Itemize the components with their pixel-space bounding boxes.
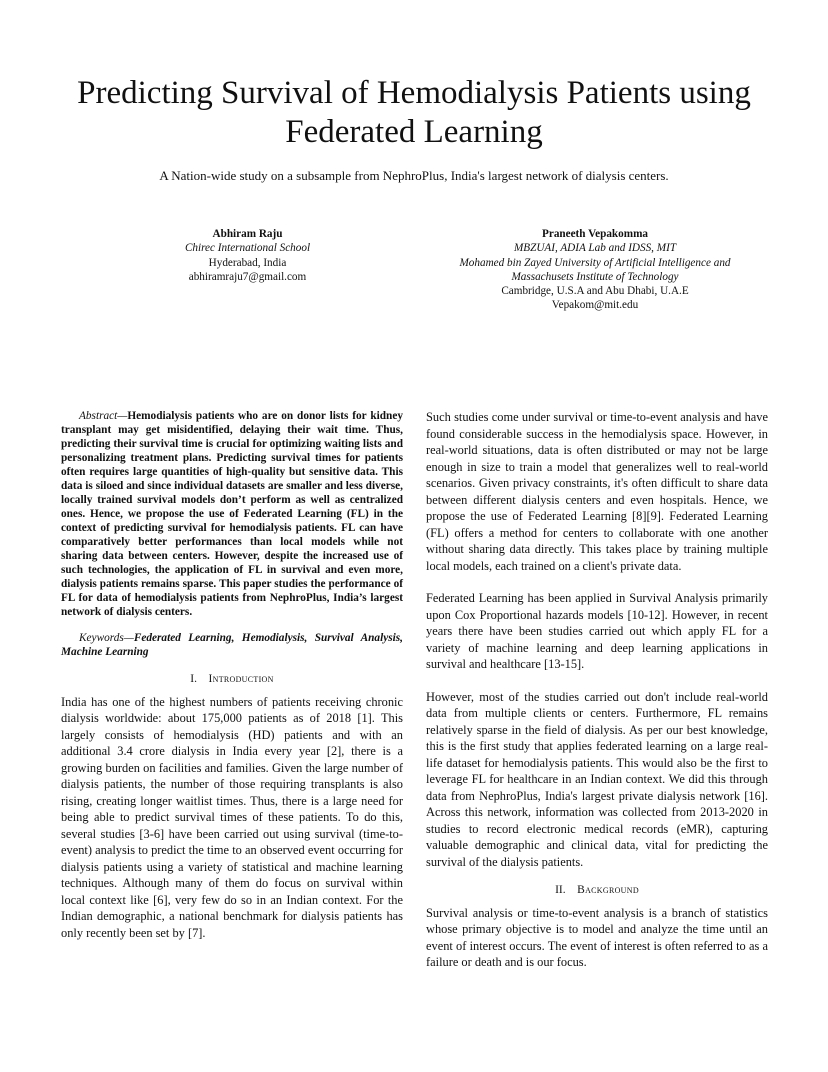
- author-affiliation: MBZUAI, ADIA Lab and IDSS, MIT: [513, 242, 677, 255]
- author-block-2: [430, 227, 760, 313]
- author-block-1: [120, 227, 375, 284]
- keywords-lead: Keywords—: [79, 632, 134, 644]
- background-paragraph: Survival analysis or time-to-event analysis is a branch of statistics whose primary objective is to model and analyze the time until an event of interest occurs. The event of interest is often referred to as a failure or death and is our focus.: [426, 905, 768, 969]
- author-affiliation: Massachusets Institute of Technology: [511, 270, 679, 283]
- right-column: [426, 409, 768, 971]
- abstract: [61, 409, 403, 619]
- intro-paragraph: India has one of the highest numbers of patients receiving chronic dialysis worldwide: about 175,000 patients as of 2018 [1]. This largely consists of hemodialysis (HD) patients and with an additional 3.4 crore dialysis in India every year [2], there is a growing burden on facilities and families. Given the large number of dialysis patients, the number of those requiring transplants is also rising, creating longer waitlist times. Thus, there is a large need for being able to predict survival times of these patients. To do this, several studies [3-6] have been carried out using survival (time-to-event) analysis to predict the time to an observed event occurring for dialysis patients using a variety of statistical and machine learning techniques. Although many of them do focus on survival within local context like [6], very few do so in an Indian context. For the Indian demographic, a national benchmark for dialysis patients has only recently been set by [7].: [61, 694, 403, 940]
- section-heading-background: [426, 882, 768, 899]
- abstract-text: Hemodialysis patients who are on donor lists for kidney transplant may get misidentified, delaying their wait time. Thus, predicting their survival time is crucial for optimizing waiting lists and personalizing treatment plans. Predicting survival times for patients often requires large quantities of high-quality but sensitive data. This data is siloed and since individual datasets are smaller and less diverse, locally trained survival models don’t perform as well as centralized ones. Hence, we propose the use of Federated Learning (FL) in the context of predicting survival for hemodialysis patients. FL can have comparatively better performances than local models while not sharing data between centers. However, despite the increased use of such technologies, the application of FL in survival and even more, dialysis patients remains sparse. This paper studies the performance of FL for data of hemodialysis patients from NephroPlus, India’s largest network of dialysis centers.: [61, 410, 403, 618]
- paper-subtitle: A Nation-wide study on a subsample from NephroPlus, India's largest network of dialysis centers.: [159, 168, 669, 183]
- author-affiliation: Chirec International School: [184, 242, 311, 255]
- author-affiliation: Mohamed bin Zayed University of Artificial Intelligence and: [459, 256, 731, 269]
- section-title: Introduction: [208, 673, 274, 685]
- section-title: Background: [577, 884, 639, 896]
- author-name: Praneeth Vepakomma: [542, 228, 648, 240]
- author-location: Hyderabad, India: [208, 256, 287, 269]
- body-paragraph: However, most of the studies carried out don't include real-world data from multiple clients or centers. Furthermore, FL remains relatively sparse in the field of dialysis. As per our best knowledge, this is the first study that applies federated learning on a large real-life dataset for hemodialysis patients. This would also be the first to leverage FL for healthcare in an Indian context. We did this through data from NephroPlus, India's largest private dialysis network [16]. Across this network, information was collected from 2013-2020 in studies to record electronic medical records (eMR), capturing valuable demographic and clinical data, vital for predicting the survival of the dialysis patients.: [426, 689, 768, 869]
- author-email: Vepakom@mit.edu: [551, 299, 639, 312]
- section-heading-introduction: [61, 671, 403, 688]
- author-location: Cambridge, U.S.A and Abu Dhabi, U.A.E: [501, 285, 689, 298]
- author-email: abhiramraju7@gmail.com: [188, 270, 307, 283]
- section-number: I.: [190, 673, 197, 685]
- keywords-text: Federated Learning, Hemodialysis, Survival Analysis, Machine Learning: [61, 632, 403, 658]
- body-paragraph: Such studies come under survival or time-to-event analysis and have found considerable success in the hemodialysis space. However, in real-world situations, data is often distributed or may not be large enough in size to train a model that generalizes well to real-world scenarios. Given privacy constraints, it's often difficult to share data between different dialysis centers and even hospitals. Hence, we propose the use of Federated Learning [8][9]. Federated Learning (FL) offers a method for centers to collaborate with one another without sharing data directly. This takes place by training multiple local models, each trained on a client's private data.: [426, 410, 768, 573]
- abstract-lead: Abstract—: [79, 410, 128, 422]
- section-number: II.: [555, 884, 566, 896]
- keywords: [61, 631, 403, 659]
- body-paragraph: Federated Learning has been applied in Survival Analysis primarily upon Cox Proportional hazards models [10-12]. However, in recent years there have been studies carried out which apply FL for a variety of machine learning and deep learning applications in survival and healthcare [13-15].: [426, 591, 768, 671]
- paper-title: Predicting Survival of Hemodialysis Patients using Federated Learning: [77, 75, 751, 150]
- left-column: [61, 409, 403, 941]
- author-name: Abhiram Raju: [212, 228, 283, 240]
